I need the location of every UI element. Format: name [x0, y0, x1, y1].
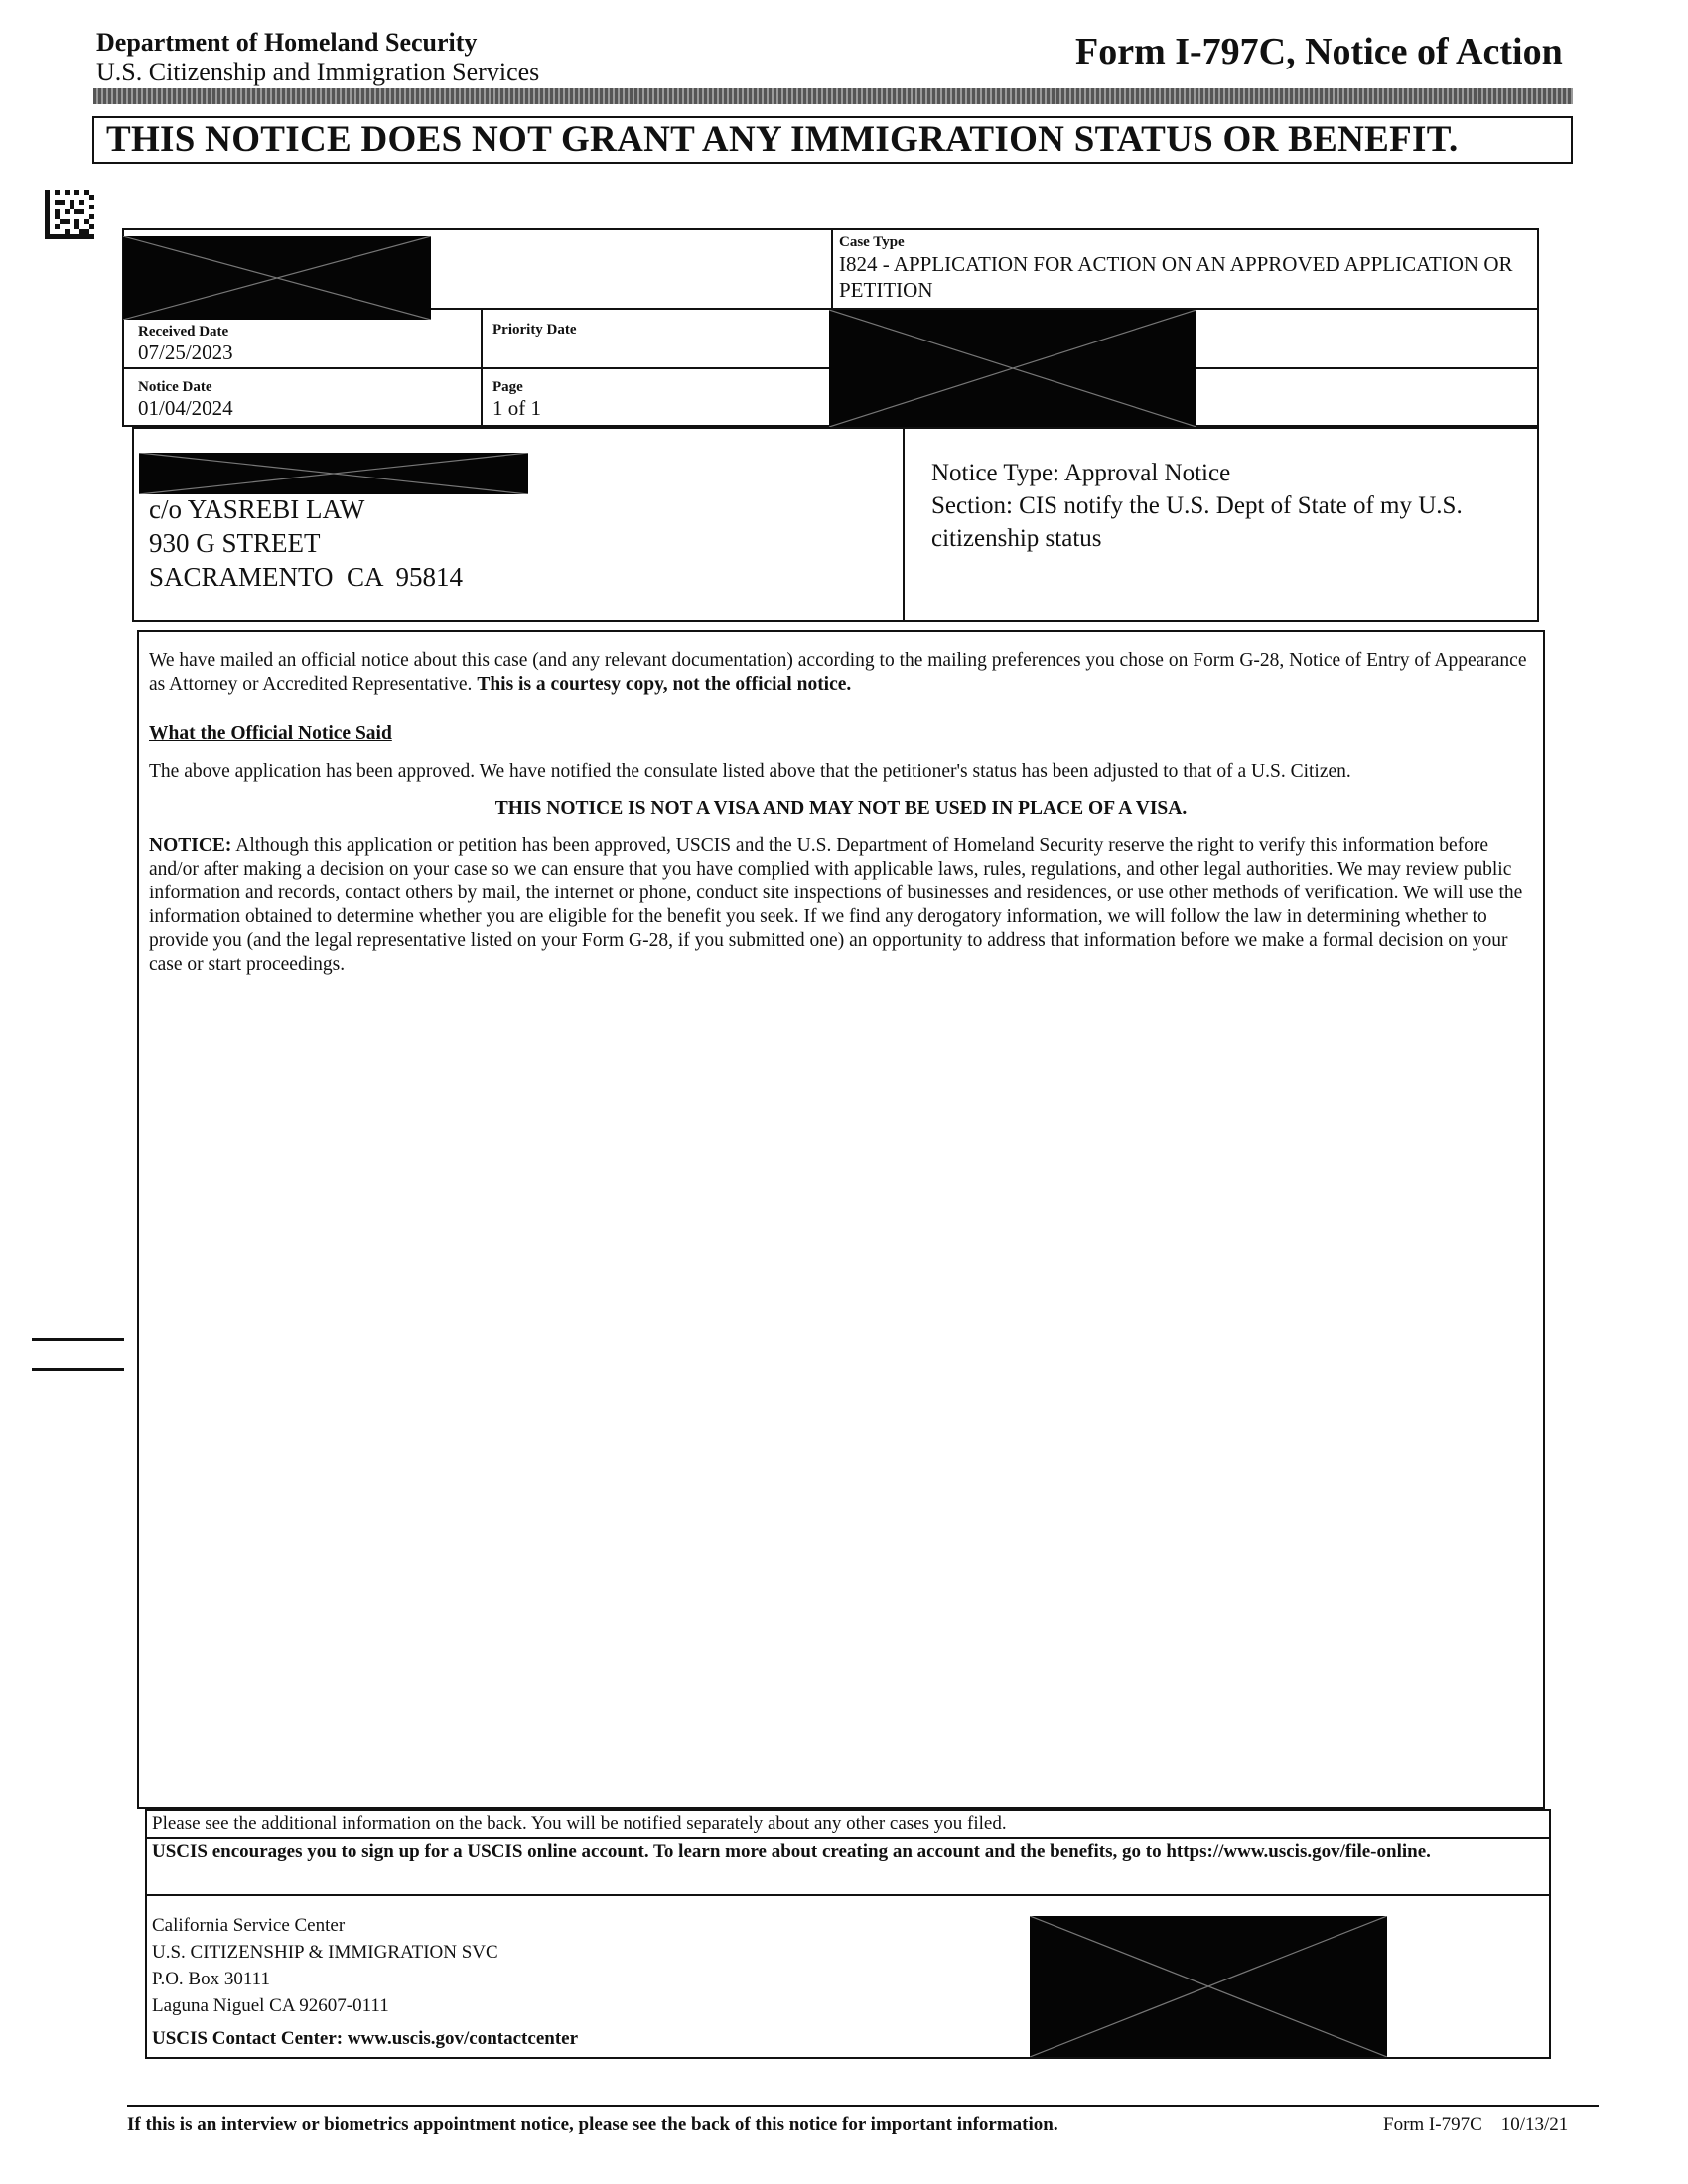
notice-text: Although this application or petition has been approved, USCIS and the U.S. Department of Homeland Security reserve the right to verify this information before and/or after making a decision on your case so we can ensure that you have complied with applicable laws, rules, regulations, and other legal authorities. We may review public information and records, contact others by mail, the internet or phone, conduct site inspections of businesses and residences, or use other methods of verification. We will use the information obtained to determine whether you are eligible for the benefit you seek. If we find any derogatory information, we will follow the law in determining whether to provide you (and the legal representative listed on your Form G-28, if you submitted one) an opportunity to address that information before we make a formal decision on your case or start proceedings. [149, 835, 1523, 975]
priority-date-label: Priority Date [492, 322, 577, 338]
service-center-line-3: P.O. Box 30111 [152, 1969, 270, 1989]
received-date-value: 07/25/2023 [138, 341, 233, 364]
official-notice-heading: What the Official Notice Said [149, 723, 392, 744]
redacted-recipient-name [139, 453, 528, 494]
address-line-1: c/o YASREBI LAW [149, 494, 365, 524]
approval-paragraph: The above application has been approved. We have notified the consulate listed above that the petitioner's status has been adjusted to that of a U.S. Citizen. [149, 761, 1351, 782]
notice-label: NOTICE: [149, 835, 232, 856]
visa-warning: THIS NOTICE IS NOT A VISA AND MAY NOT BE USED IN PLACE OF A VISA. [494, 798, 1188, 819]
received-date-label: Received Date [138, 324, 229, 340]
form-date: 10/13/21 [1500, 2115, 1569, 2135]
redacted-barcode [1030, 1916, 1387, 2057]
service-center-name: California Service Center [152, 1915, 346, 1936]
form-id: Form I-797C [1383, 2115, 1482, 2135]
courtesy-copy-text: We have mailed an official notice about this case (and any relevant documentation) according to the mailing preferences you chose on Form G-28, Notice of Entry of Appearance as Attorney or Accredited Representative. [149, 650, 1527, 695]
fold-mark [32, 1338, 124, 1341]
address-line-3: SACRAMENTO CA 95814 [149, 562, 464, 592]
page-label: Page [492, 379, 523, 395]
header-divider-bar [93, 88, 1573, 104]
notice-info [931, 457, 1527, 555]
notice-date-label: Notice Date [138, 379, 212, 395]
verification-notice [149, 834, 1534, 977]
mailing-address [149, 492, 884, 594]
service-center-address [152, 1912, 578, 2052]
page-footer-rule [127, 2105, 1599, 2107]
fold-mark [32, 1368, 124, 1371]
notice-type: Notice Type: Approval Notice [931, 460, 1231, 486]
service-center-line-2: U.S. CITIZENSHIP & IMMIGRATION SVC [152, 1942, 498, 1963]
courtesy-copy-paragraph [149, 649, 1529, 697]
status-banner: THIS NOTICE DOES NOT GRANT ANY IMMIGRATION STATUS OR BENEFIT. [92, 116, 1573, 164]
courtesy-copy-bold: This is a courtesy copy, not the official notice. [477, 674, 852, 695]
notice-section: Section: CIS notify the U.S. Dept of State of my U.S. citizenship status [931, 492, 1463, 552]
redacted-beneficiary-info [829, 310, 1196, 427]
page-footer-form-id [1383, 2115, 1568, 2136]
notice-date-value: 01/04/2024 [138, 396, 233, 420]
page-value: 1 of 1 [492, 396, 541, 420]
case-type-label: Case Type [839, 234, 905, 250]
agency-name: U.S. Citizenship and Immigration Services [96, 58, 540, 86]
page-footer-note: If this is an interview or biometrics appointment notice, please see the back of this notice for important information. [127, 2115, 1058, 2135]
redacted-receipt-number [123, 236, 431, 320]
service-center-line-4: Laguna Niguel CA 92607-0111 [152, 1995, 389, 2016]
additional-info-note: Please see the additional information on the back. You will be notified separately about any other cases you filed. [152, 1813, 1007, 1834]
contact-center: USCIS Contact Center: www.uscis.gov/contactcenter [152, 2028, 579, 2049]
form-title: Form I-797C, Notice of Action [1075, 31, 1563, 72]
address-line-2: 930 G STREET [149, 528, 321, 558]
case-type-value: I824 - APPLICATION FOR ACTION ON AN APPROVED APPLICATION OR PETITION [839, 252, 1513, 302]
barcode-icon [45, 190, 94, 239]
online-account-note: USCIS encourages you to sign up for a USCIS online account. To learn more about creating an account and the benefits, go to https://www.uscis.gov/file-online. [152, 1842, 1431, 1862]
department-name: Department of Homeland Security [96, 28, 478, 57]
